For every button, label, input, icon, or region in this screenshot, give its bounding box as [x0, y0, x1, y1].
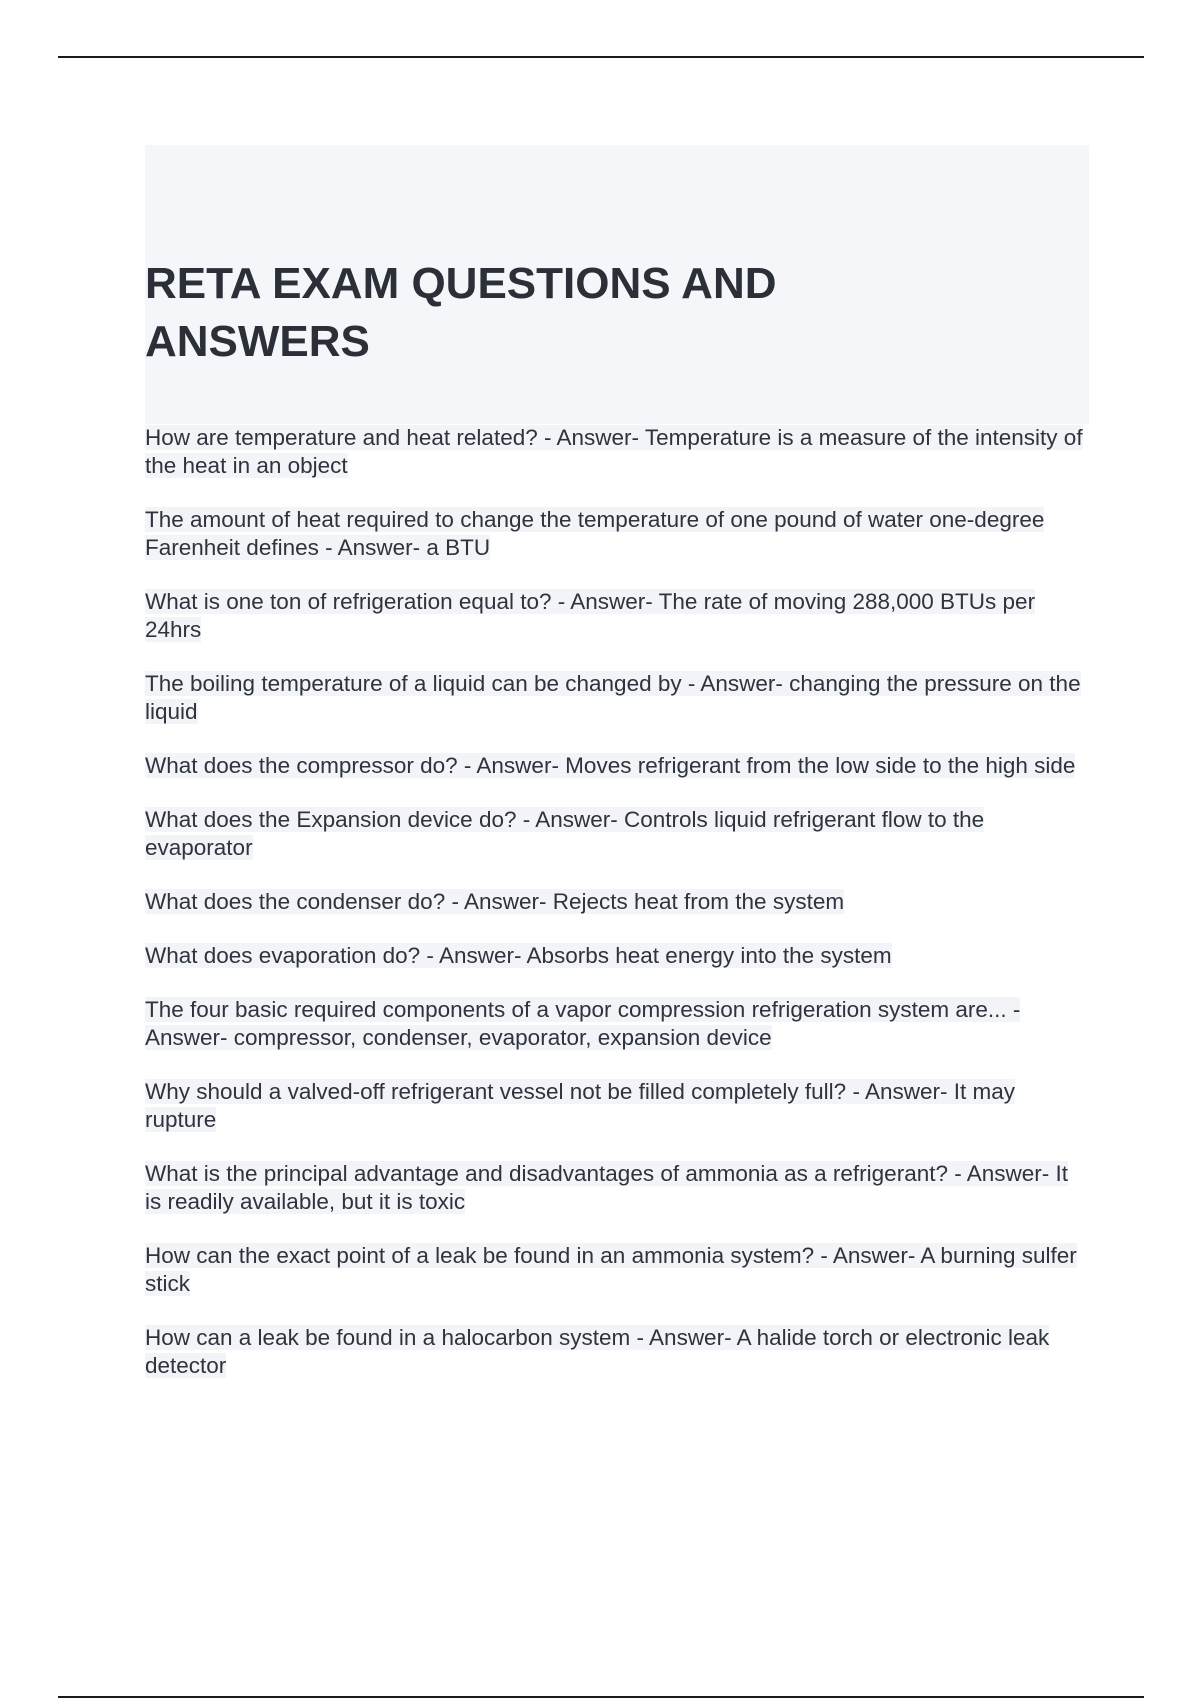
- qa-item: [145, 1078, 1089, 1134]
- title-block: [145, 145, 1089, 424]
- qa-text: What is the principal advantage and disadvantages of ammonia as a refrigerant? - Answer- It is readily available, but it is toxic: [145, 1161, 1069, 1214]
- qa-list: [145, 424, 1089, 1406]
- qa-text: Why should a valved-off refrigerant vessel not be filled completely full? - Answer- It may rupture: [145, 1079, 1015, 1132]
- qa-item: [145, 506, 1089, 562]
- qa-text: How can a leak be found in a halocarbon system - Answer- A halide torch or electronic leak detector: [145, 1325, 1050, 1378]
- qa-item: [145, 424, 1089, 480]
- qa-item: [145, 1324, 1089, 1380]
- qa-text: The boiling temperature of a liquid can be changed by - Answer- changing the pressure on the liquid: [145, 671, 1081, 724]
- top-divider: [58, 56, 1144, 58]
- qa-text: How are temperature and heat related? - Answer- Temperature is a measure of the intensity of the heat in an object: [145, 425, 1083, 478]
- qa-item: [145, 888, 1089, 916]
- qa-text: The four basic required components of a vapor compression refrigeration system are... - Answer- compressor, condenser, evaporator, expansion device: [145, 997, 1021, 1050]
- qa-text: What does the condenser do? - Answer- Rejects heat from the system: [145, 889, 845, 914]
- qa-text: What does evaporation do? - Answer- Absorbs heat energy into the system: [145, 943, 892, 968]
- qa-item: [145, 1160, 1089, 1216]
- qa-text: What is one ton of refrigeration equal to? - Answer- The rate of moving 288,000 BTUs per 24hrs: [145, 589, 1036, 642]
- qa-item: [145, 996, 1089, 1052]
- page-title: RETA EXAM QUESTIONS AND ANSWERS: [145, 259, 777, 366]
- bottom-divider: [58, 1696, 1144, 1698]
- qa-item: [145, 752, 1089, 780]
- qa-item: [145, 588, 1089, 644]
- qa-text: The amount of heat required to change the temperature of one pound of water one-degree Farenheit defines - Answer- a BTU: [145, 507, 1045, 560]
- qa-item: [145, 942, 1089, 970]
- qa-text: What does the compressor do? - Answer- Moves refrigerant from the low side to the high side: [145, 753, 1076, 778]
- qa-item: [145, 806, 1089, 862]
- qa-text: What does the Expansion device do? - Answer- Controls liquid refrigerant flow to the evaporator: [145, 807, 985, 860]
- qa-text: How can the exact point of a leak be found in an ammonia system? - Answer- A burning sulfer stick: [145, 1243, 1077, 1296]
- qa-item: [145, 670, 1089, 726]
- qa-item: [145, 1242, 1089, 1298]
